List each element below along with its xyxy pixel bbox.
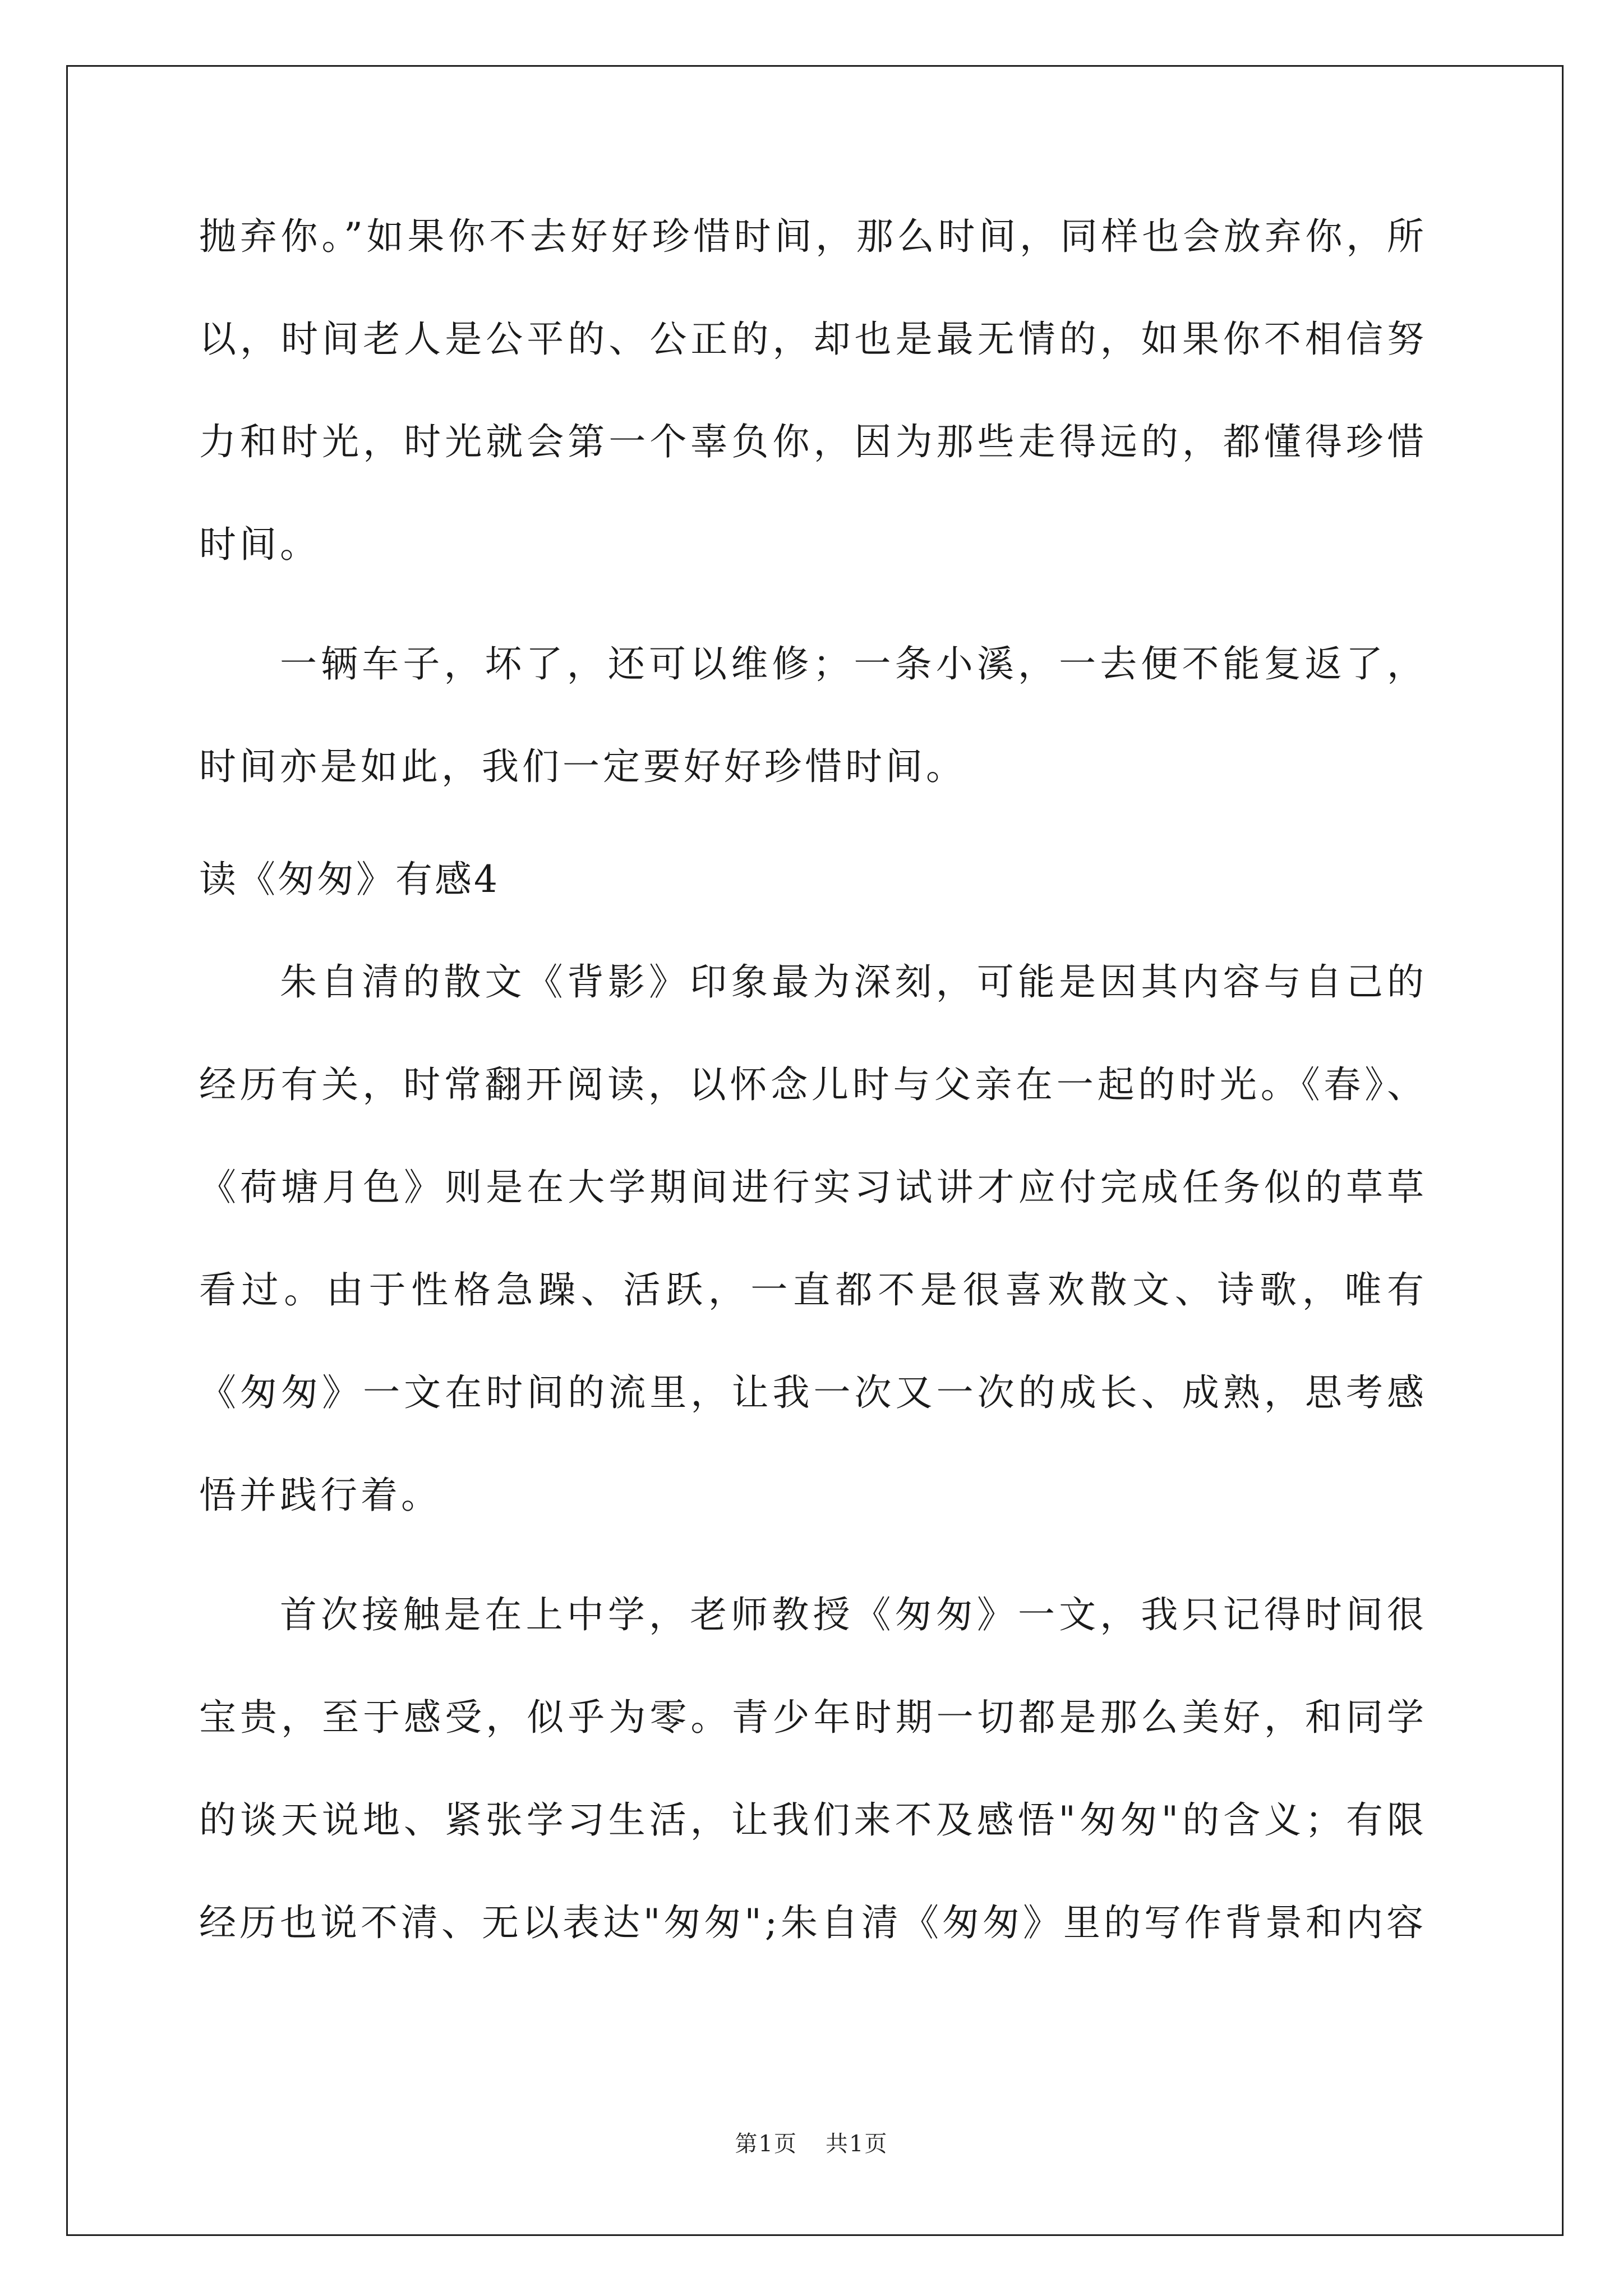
- paragraph: 一辆车子，坏了，还可以维修；一条小溪，一去便不能复返了，时间亦是如此，我们一定要好好珍惜时间。: [199, 642, 1427, 788]
- paragraph-continuation: 抛弃你。”如果你不去好好珍惜时间，那么时间，同样也会放弃你，所以，时间老人是公平的、公正的，却也是最无情的，如果你不相信努力和时光，时光就会第一个辜负你，因为那些走得远的，都懂得珍惜时间。: [199, 215, 1427, 566]
- page-number: 第1页: [735, 2131, 797, 2157]
- paragraph: 首次接触是在上中学，老师教授《匆匆》一文，我只记得时间很宝贵，至于感受，似乎为零。青少年时期一切都是那么美好，和同学的谈天说地、紧张学习生活，让我们来不及感悟"匆匆"的含义；有限经历也说不清、无以表达"匆匆";朱自清《匆匆》里的写作背景和内容: [199, 1593, 1427, 1944]
- document-body: [199, 185, 1427, 1974]
- paragraph: 朱自清的散文《背影》印象最为深刻，可能是因其内容与自己的经历有关，时常翻开阅读，以怀念儿时与父亲在一起的时光。《春》、《荷塘月色》则是在大学期间进行实习试讲才应付完成任务似的草草看过。由于性格急躁、活跃，一直都不是很喜欢散文、诗歌，唯有《匆匆》一文在时间的流里，让我一次又一次的成长、成熟，思考感悟并践行着。: [199, 960, 1427, 1517]
- page-footer: [0, 2126, 1623, 2158]
- section-heading: 读《匆匆》有感4: [199, 858, 500, 901]
- page-total: 共1页: [826, 2131, 888, 2157]
